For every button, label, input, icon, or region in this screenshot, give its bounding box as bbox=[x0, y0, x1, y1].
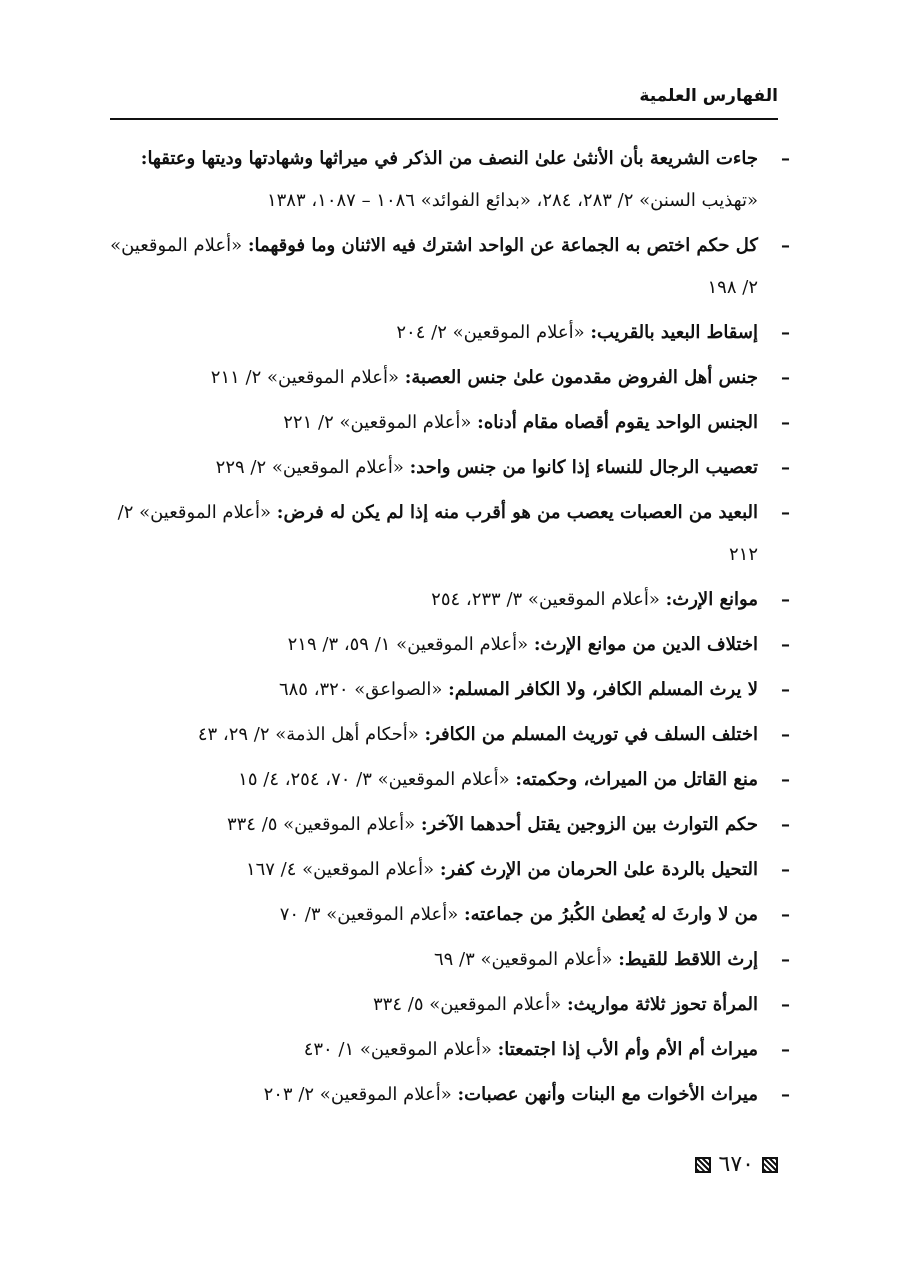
entry-dash: – bbox=[781, 769, 790, 790]
entry-reference: «أعلام الموقعين» ٢/ ٢٢٩ bbox=[215, 457, 410, 478]
entry-reference: «أعلام الموقعين» ٣/ ٢٣٣، ٢٥٤ bbox=[431, 589, 666, 610]
page-footer bbox=[695, 1152, 778, 1177]
entry-heading: ميراث الأخوات مع البنات وأنهن عصبات: bbox=[457, 1084, 758, 1105]
entry-reference: «أعلام الموقعين» ٢/ ٢١١ bbox=[210, 367, 405, 388]
entry-heading: تعصيب الرجال للنساء إذا كانوا من جنس واحد: bbox=[409, 457, 758, 478]
entry-heading: المرأة تحوز ثلاثة مواريث: bbox=[566, 994, 758, 1015]
entry-reference: «أعلام الموقعين» ١/ ٥٩، ٣/ ٢١٩ bbox=[287, 634, 534, 655]
index-entry bbox=[110, 492, 790, 576]
entry-heading: البعيد من العصبات يعصب من هو أقرب منه إذا لم يكن له فرض: bbox=[276, 502, 758, 523]
entry-dash: – bbox=[781, 1084, 790, 1105]
entry-dash: – bbox=[781, 502, 790, 523]
entry-reference: «أعلام الموقعين» ٥/ ٣٣٤ bbox=[373, 994, 567, 1015]
index-entry bbox=[110, 312, 790, 354]
entry-heading: حكم التوارث بين الزوجين يقتل أحدهما الآخر: bbox=[420, 814, 758, 835]
entry-dash: – bbox=[781, 1039, 790, 1060]
entry-dash: – bbox=[781, 589, 790, 610]
entry-heading: ميراث أم الأم وأم الأب إذا اجتمعتا: bbox=[497, 1039, 758, 1060]
index-entry bbox=[110, 714, 790, 756]
entry-reference: «أعلام الموقعين» ٣/ ٧٠ bbox=[279, 904, 464, 925]
entry-reference: «أعلام الموقعين» ١/ ٤٣٠ bbox=[303, 1039, 498, 1060]
index-entry bbox=[110, 624, 790, 666]
index-entry bbox=[110, 402, 790, 444]
entry-reference: «تهذيب السنن» ٢/ ٢٨٣، ٢٨٤، «بدائع الفوائد» ١٠٨٦ – ١٠٨٧، ١٣٨٣ bbox=[266, 190, 758, 211]
index-entries bbox=[110, 138, 790, 1119]
entry-dash: – bbox=[781, 949, 790, 970]
index-entry bbox=[110, 447, 790, 489]
index-entry bbox=[110, 939, 790, 981]
entry-reference: «أعلام الموقعين» ٢/ ٢١٢ bbox=[117, 502, 758, 565]
entry-reference: «أعلام الموقعين» ٢/ ١٩٨ bbox=[110, 235, 758, 298]
index-entry bbox=[110, 804, 790, 846]
entry-heading: كل حكم اختص به الجماعة عن الواحد اشترك فيه الاثنان وما فوقهما: bbox=[247, 235, 758, 256]
index-entry bbox=[110, 1074, 790, 1116]
entry-heading: لا يرث المسلم الكافر، ولا الكافر المسلم: bbox=[448, 679, 758, 700]
entry-heading: منع القاتل من الميراث، وحكمته: bbox=[515, 769, 758, 790]
running-header: الفهارس العلمية bbox=[639, 86, 778, 106]
index-entry bbox=[110, 984, 790, 1026]
entry-dash: – bbox=[781, 814, 790, 835]
entry-heading: جاءت الشريعة بأن الأنثىٰ علىٰ النصف من الذكر في ميراثها وشهادتها وديتها وعتقها: bbox=[140, 148, 758, 169]
entry-dash: – bbox=[781, 457, 790, 478]
entry-reference: «أعلام الموقعين» ٣/ ٧٠، ٢٥٤، ٤/ ١٥ bbox=[238, 769, 516, 790]
page-number: ٦٧٠ bbox=[718, 1152, 754, 1177]
index-entry bbox=[110, 1029, 790, 1071]
index-entry bbox=[110, 849, 790, 891]
entry-heading: التحيل بالردة علىٰ الحرمان من الإرث كفر: bbox=[439, 859, 758, 880]
index-entry bbox=[110, 225, 790, 309]
entry-reference: «أعلام الموقعين» ٢/ ٢٠٣ bbox=[263, 1084, 458, 1105]
index-entry bbox=[110, 357, 790, 399]
index-entry bbox=[110, 894, 790, 936]
entry-dash: – bbox=[781, 859, 790, 880]
index-entry bbox=[110, 579, 790, 621]
entry-reference: «أعلام الموقعين» ٥/ ٣٣٤ bbox=[226, 814, 421, 835]
entry-dash: – bbox=[781, 148, 790, 169]
entry-dash: – bbox=[781, 994, 790, 1015]
entry-heading: اختلاف الدين من موانع الإرث: bbox=[533, 634, 758, 655]
entry-reference: «أعلام الموقعين» ٢/ ٢٠٤ bbox=[396, 322, 591, 343]
entry-reference: «أعلام الموقعين» ٢/ ٢٢١ bbox=[283, 412, 478, 433]
header-rule bbox=[110, 118, 778, 120]
square-ornament-icon bbox=[695, 1157, 711, 1173]
entry-heading: اختلف السلف في توريث المسلم من الكافر: bbox=[424, 724, 758, 745]
entry-heading: إرث اللاقط للقيط: bbox=[618, 949, 758, 970]
index-entry bbox=[110, 759, 790, 801]
entry-heading: جنس أهل الفروض مقدمون علىٰ جنس العصبة: bbox=[404, 367, 758, 388]
entry-reference: «الصواعق» ٣٢٠، ٦٨٥ bbox=[278, 679, 449, 700]
index-entry bbox=[110, 138, 790, 222]
entry-dash: – bbox=[781, 235, 790, 256]
entry-heading: إسقاط البعيد بالقريب: bbox=[590, 322, 758, 343]
entry-heading: موانع الإرث: bbox=[665, 589, 758, 610]
entry-dash: – bbox=[781, 724, 790, 745]
entry-heading: من لا وارثَ له يُعطىٰ الكُبرُ من جماعته: bbox=[463, 904, 758, 925]
entry-dash: – bbox=[781, 322, 790, 343]
index-entry bbox=[110, 669, 790, 711]
entry-reference: «أعلام الموقعين» ٣/ ٦٩ bbox=[433, 949, 619, 970]
entry-heading: الجنس الواحد يقوم أقصاه مقام أدناه: bbox=[477, 412, 758, 433]
entry-dash: – bbox=[781, 634, 790, 655]
entry-dash: – bbox=[781, 904, 790, 925]
square-ornament-icon bbox=[762, 1157, 778, 1173]
entry-reference: «أعلام الموقعين» ٤/ ١٦٧ bbox=[245, 859, 440, 880]
entry-dash: – bbox=[781, 679, 790, 700]
entry-reference: «أحكام أهل الذمة» ٢/ ٢٩، ٤٣ bbox=[197, 724, 425, 745]
entry-dash: – bbox=[781, 412, 790, 433]
entry-dash: – bbox=[781, 367, 790, 388]
